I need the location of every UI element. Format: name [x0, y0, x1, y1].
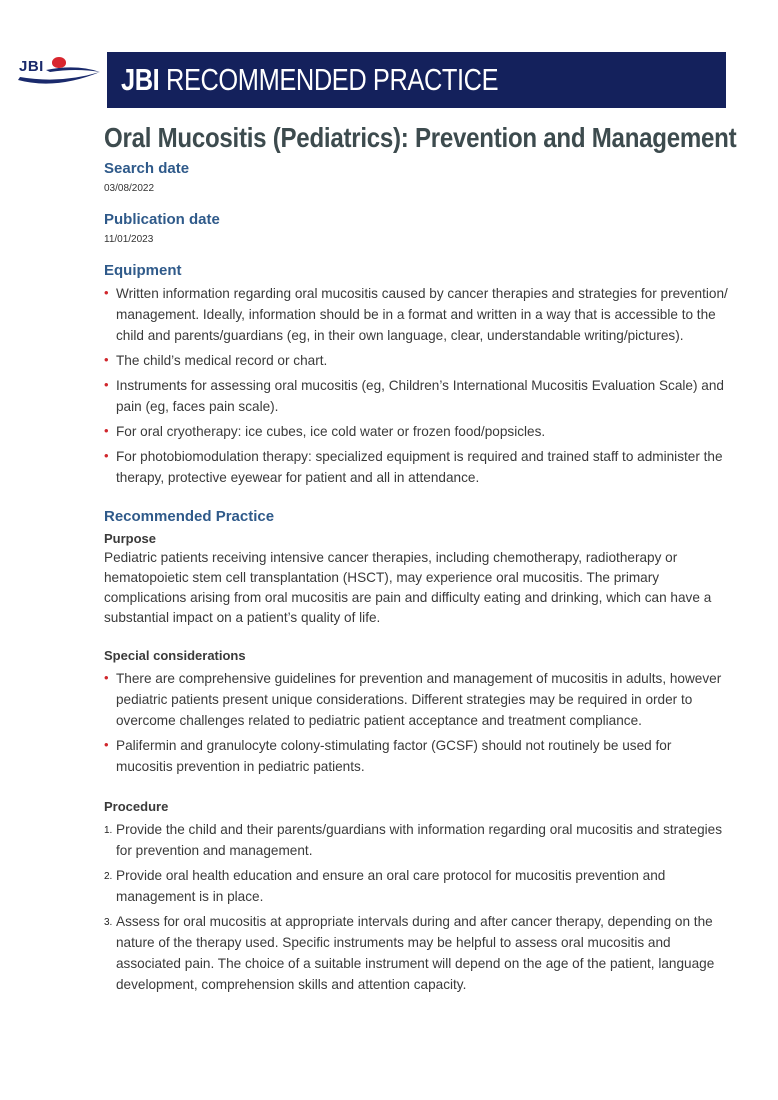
list-item: • There are comprehensive guidelines for prevention and management of mucositis in adults, however pediatric patients present unique considerations. Different strategies may be required in order to overcome challenges related to pediatric patient acceptance and treatment compliance.	[104, 668, 728, 731]
list-item	[104, 911, 728, 995]
list-item: • For photobiomodulation therapy: specialized equipment is required and trained staff to administer the therapy, protective eyewear for patient and all in attendance.	[104, 446, 728, 488]
search-date-value: 03/08/2022	[104, 183, 155, 194]
publication-date-value: 11/01/2023	[104, 234, 154, 245]
list-item	[104, 865, 728, 907]
list-item: • Palifermin and granulocyte colony-stimulating factor (GCSF) should not routinely be used for mucositis prevention in pediatric patients.	[104, 735, 728, 777]
recommended-practice-heading: Recommended Practice	[104, 508, 275, 525]
list-item-text: Assess for oral mucositis at appropriate intervals during and after cancer therapy, depending on the nature of the therapy used. Specific instruments may be helpful to assess oral mucositis and associated pain. The choice of a suitable instrument will depend on the age of the patient, language development, comprehension skills and attention capacity.	[116, 914, 715, 992]
banner-brand: JBI	[121, 62, 160, 97]
procedure-heading: Procedure	[104, 799, 169, 814]
list-item: • Written information regarding oral mucositis caused by cancer therapies and strategies for prevention/ management. Ideally, information should be in a format and written in a way that is accessible to the child and parents/guardians (eg, in their own language, clear, understandable writing/pictures).	[104, 283, 728, 346]
list-number: 1.	[104, 825, 113, 836]
list-item-text: Provide the child and their parents/guardians with information regarding oral mucositis and strategies for prevention and management.	[116, 822, 723, 858]
banner-title	[121, 62, 498, 98]
list-item: • Instruments for assessing oral mucositis (eg, Children’s International Mucositis Evaluation Scale) and pain (eg, faces pain scale).	[104, 375, 728, 417]
jbi-logo	[16, 54, 104, 94]
special-considerations-heading: Special considerations	[104, 648, 246, 663]
logo-text: JBI	[19, 58, 44, 75]
equipment-list	[104, 283, 728, 488]
procedure-list	[104, 819, 728, 995]
logo-dot-icon	[52, 57, 66, 68]
list-number: 3.	[104, 917, 113, 928]
list-item: • The child’s medical record or chart.	[104, 350, 728, 371]
search-date-label: Search date	[104, 160, 190, 177]
list-item	[104, 819, 728, 861]
list-item: • For oral cryotherapy: ice cubes, ice cold water or frozen food/popsicles.	[104, 421, 728, 442]
equipment-heading: Equipment	[104, 262, 182, 279]
document-body	[104, 122, 737, 999]
purpose-text: Pediatric patients receiving intensive cancer therapies, including chemotherapy, radiotherapy or hematopoietic stem cell transplantation (HSCT), may experience oral mucositis. The primary complications arising from oral mucositis are pain and difficulty eating and drinking, which can have a substantial impact on a patient’s quality of life.	[104, 550, 712, 625]
list-number: 2.	[104, 871, 113, 882]
header-banner	[107, 52, 726, 108]
special-considerations-list	[104, 668, 728, 777]
publication-date-label: Publication date	[104, 211, 220, 228]
purpose-heading: Purpose	[104, 531, 157, 546]
list-item-text: Provide oral health education and ensure an oral care protocol for mucositis prevention and management is in place.	[116, 868, 666, 904]
banner-subtitle: RECOMMENDED PRACTICE	[165, 62, 499, 97]
page-title: Oral Mucositis (Pediatrics): Prevention and Management	[104, 122, 737, 153]
